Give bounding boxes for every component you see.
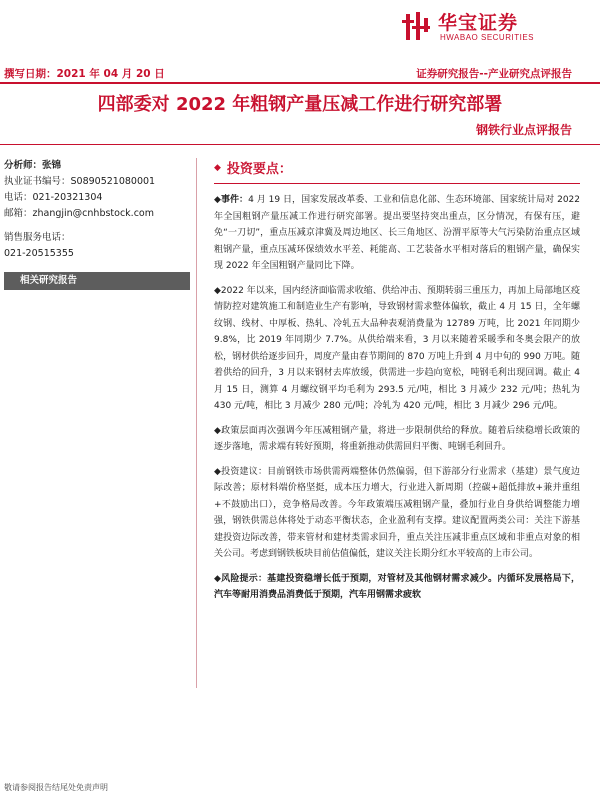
brand-name-en: HWABAO SECURITIES [440,33,534,42]
paragraph-text: ◆政策层面再次强调今年压减粗钢产量，将进一步限制供给的释放。随着后续稳增长政策的逐步落地，需求端有转好预期，将重新推动供需回归平衡、吨钢毛利回升。 [214,425,580,452]
heading-underline [214,183,580,184]
paragraph-text: ◆投资建议：目前钢铁市场供需两端整体仍然偏弱，但下游部分行业需求（基建）景气度边际改善；原材料端价格坚挺，成本压力增大，行业进入新周期（控碳+超低排放+兼并重组+不鼓励出口），竞争格局改善。今年政策端压减粗钢产量，叠加行业自身供给调整能力增强，钢铁供需总体将处于动态平衡状态，企业盈利有支撑。建议配置两类公司：关注下游基建投资边际改善，带来管材和建材类需求回升，重点关注压减非重点区域和非重点对象的相关公司。考虑到钢铁板块目前估值偏低，建议关注长期分红水平较高的上市公司。 [214,466,580,559]
brand-name-cn: 华宝证券 [438,12,519,34]
date-bar [0,64,600,84]
sales-phone-label: 销售服务电话： [4,232,71,243]
paragraph-market [214,283,580,415]
analyst-name: 分析师：张锦 [4,160,62,171]
analyst-phone: 电话：021-20321304 [4,192,103,203]
report-type: 证券研究报告--产业研究点评报告 [416,68,572,80]
paragraph-risk [214,571,580,604]
paragraph-text: ◆2022 年以来，国内经济面临需求收缩、供给冲击、预期转弱三重压力，再加上局部地区疫情防控对建筑施工和制造业生产有影响，导致钢材需求整体偏软，截止 4 月 15 日，全年螺纹钢、线材、中厚板、热轧、冷轧五大品种表观消费量为 12789 万吨，比 2021 年同期少 9.8%，比 2019 年同期少 7.7%。从供给端来看，3 月以来随着采暖季和冬奥会限产的放松，钢材供给逐步回升，周度产量由春节期间的 870 万吨上升到 4 月中旬的 990 万吨。随着供给的回升，3 月以来钢材去库放缓，供需进一步趋向宽松，吨钢毛利出现回调。截止 4 月 15 日，测算 4 月螺纹钢平均毛利为 293.5 元/吨，相比 3 月减少 232 元/吨；热轧为 430 元/吨，相比 3 月减少 280 元/吨；冷轧为 420 元/吨，相比 3 月减少 296 元/吨。 [214,285,580,411]
analyst-sidebar [4,158,190,290]
license-number: 执业证书编号：S0890521080001 [4,176,156,187]
diamond-icon: ◆ [214,162,221,173]
related-reports-tab[interactable]: 相关研究报告 [4,272,190,290]
report-subtitle: 钢铁行业点评报告 [475,123,572,137]
analyst-email[interactable]: 邮箱：zhangjin@cnhbstock.com [4,208,154,219]
paragraph-text: 4 月 19 日，国家发展改革委、工业和信息化部、生态环境部、国家统计局对 2022 年全国粗钢产量压减工作进行研究部署。提出要坚持突出重点，区分情况，有保有压，避免“一刀切”，重点压减京津冀及周边地区、长三角地区、汾渭平原等大气污染防治重点区域粗钢产量，重点压减环保绩效水平差、耗能高、工艺装备水平相对落后的粗钢产量，确保实现 2022 年全国粗钢产量同比下降。 [214,195,581,271]
paragraph-text: ◆风险提示：基建投资稳增长低于预期，对管材及其他钢材需求减少。内循环发展格局下，汽车等耐用消费品消费低于预期，汽车用钢需求疲软 [214,573,580,600]
sales-phone: 021-20515355 [4,248,74,259]
paragraph-policy [214,423,580,456]
report-title: 四部委对 2022 年粗钢产量压减工作进行研究部署 [97,94,503,115]
paragraph-investment [214,464,580,563]
company-logo [402,8,572,46]
title-divider [0,144,600,145]
column-divider [196,158,197,688]
header-divider [0,82,600,84]
section-heading [214,158,580,177]
writing-date: 撰写日期：2021 年 04 月 20 日 [4,68,165,80]
footer-disclaimer: 敬请参阅报告结尾处免责声明 [4,783,108,792]
hwabao-logo-icon [402,10,432,42]
main-content [214,158,580,604]
paragraph-event [214,192,580,275]
section-heading-text: 投资要点： [226,162,292,177]
paragraph-lead: ◆事件： [214,195,249,205]
